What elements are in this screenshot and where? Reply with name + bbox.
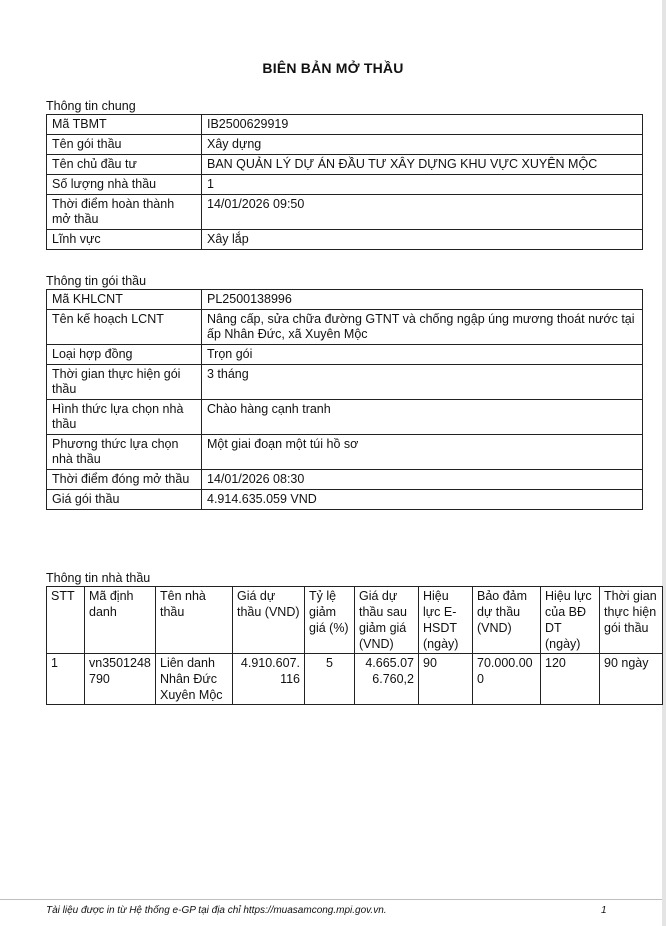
table-row — [47, 310, 643, 345]
field-value: IB2500629919 — [202, 115, 643, 135]
cell-discount-rate: 5 — [305, 654, 355, 705]
field-label: Số lượng nhà thầu — [47, 175, 202, 195]
table-row — [47, 230, 643, 250]
cell-bidder-name: Liên danh Nhân Đức Xuyên Mộc — [156, 654, 233, 705]
table-row — [47, 490, 643, 510]
column-header: Hiệu lực E-HSDT (ngày) — [419, 587, 473, 654]
page-number: 1 — [601, 905, 607, 916]
field-label: Lĩnh vực — [47, 230, 202, 250]
table-row — [47, 365, 643, 400]
field-label: Thời gian thực hiện gói thầu — [47, 365, 202, 400]
table-row — [47, 470, 643, 490]
table-row — [47, 400, 643, 435]
column-header: Mã định danh — [85, 587, 156, 654]
field-label: Giá gói thầu — [47, 490, 202, 510]
field-value: Một giai đoạn một túi hồ sơ — [202, 435, 643, 470]
package-info-table — [46, 289, 643, 510]
field-label: Tên gói thầu — [47, 135, 202, 155]
bidder-info-heading: Thông tin nhà thầu — [46, 571, 151, 585]
field-value: 3 tháng — [202, 365, 643, 400]
field-value: BAN QUẢN LÝ DỰ ÁN ĐẦU TƯ XÂY DỰNG KHU VỰC XUYÊN MỘC — [202, 155, 643, 175]
table-row — [47, 135, 643, 155]
field-label: Mã TBMT — [47, 115, 202, 135]
column-header: STT — [47, 587, 85, 654]
table-row — [47, 290, 643, 310]
cell-security-validity: 120 — [541, 654, 600, 705]
field-value: PL2500138996 — [202, 290, 643, 310]
field-value: 4.914.635.059 VND — [202, 490, 643, 510]
cell-bid-price: 4.910.607.116 — [233, 654, 305, 705]
field-value: Xây lắp — [202, 230, 643, 250]
cell-discounted-price: 4.665.076.760,2 — [355, 654, 419, 705]
bidder-table — [46, 586, 663, 705]
table-row — [47, 175, 643, 195]
column-header: Thời gian thực hiện gói thầu — [600, 587, 663, 654]
cell-bidder-id: vn3501248790 — [85, 654, 156, 705]
cell-execution-time: 90 ngày — [600, 654, 663, 705]
column-header: Giá dự thầu sau giảm giá (VND) — [355, 587, 419, 654]
field-label: Thời điểm hoàn thành mở thầu — [47, 195, 202, 230]
column-header: Tỷ lệ giảm giá (%) — [305, 587, 355, 654]
field-value: Nâng cấp, sửa chữa đường GTNT và chống ngập úng mương thoát nước tại ấp Nhân Đức, xã Xuyên Mộc — [202, 310, 643, 345]
field-label: Mã KHLCNT — [47, 290, 202, 310]
general-info-heading: Thông tin chung — [46, 99, 136, 113]
field-label: Hình thức lựa chọn nhà thầu — [47, 400, 202, 435]
field-label: Loại hợp đồng — [47, 345, 202, 365]
cell-bid-security: 70.000.000 — [473, 654, 541, 705]
field-value: Xây dựng — [202, 135, 643, 155]
column-header: Giá dự thầu (VND) — [233, 587, 305, 654]
field-label: Tên chủ đầu tư — [47, 155, 202, 175]
column-header: Bảo đảm dự thầu (VND) — [473, 587, 541, 654]
cell-validity-days: 90 — [419, 654, 473, 705]
cell-stt: 1 — [47, 654, 85, 705]
document-title: BIÊN BẢN MỞ THẦU — [262, 60, 404, 76]
table-row — [47, 345, 643, 365]
field-value: 14/01/2026 09:50 — [202, 195, 643, 230]
page-edge — [662, 0, 666, 926]
package-info-heading: Thông tin gói thầu — [46, 274, 147, 288]
field-label: Phương thức lựa chọn nhà thầu — [47, 435, 202, 470]
field-value: 14/01/2026 08:30 — [202, 470, 643, 490]
field-value: Chào hàng cạnh tranh — [202, 400, 643, 435]
field-label: Tên kế hoạch LCNT — [47, 310, 202, 345]
footer-divider — [0, 899, 662, 900]
field-label: Thời điểm đóng mở thầu — [47, 470, 202, 490]
table-row — [47, 435, 643, 470]
table-header-row — [47, 587, 663, 654]
table-row — [47, 115, 643, 135]
field-value: 1 — [202, 175, 643, 195]
column-header: Hiệu lực của BĐ DT (ngày) — [541, 587, 600, 654]
table-row — [47, 155, 643, 175]
field-value: Trọn gói — [202, 345, 643, 365]
footer-text: Tài liệu được in từ Hệ thống e-GP tại địa chỉ https://muasamcong.mpi.gov.vn. — [46, 905, 387, 916]
table-row — [47, 195, 643, 230]
table-row — [47, 654, 663, 705]
general-info-table — [46, 114, 643, 250]
column-header: Tên nhà thầu — [156, 587, 233, 654]
